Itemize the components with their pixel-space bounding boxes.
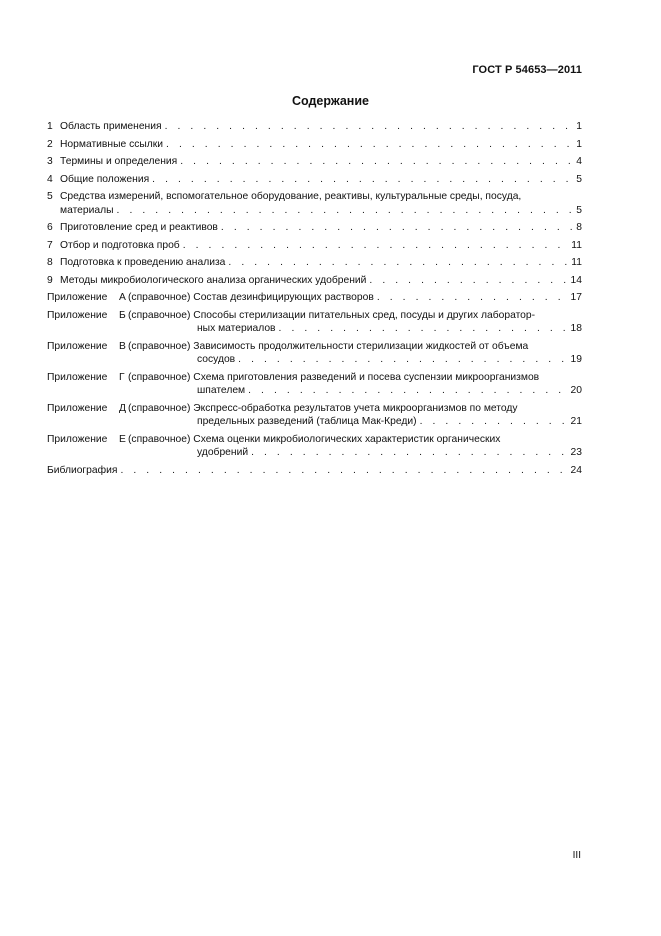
toc-entry-title: Термины и определения [60,156,178,167]
toc-entry-title: Нормативные ссылки [60,138,164,150]
toc-entry-number: 8 [47,257,53,268]
appendix-word: Приложение [47,433,108,445]
toc-entry-title: Область применения [60,121,162,132]
appendix-word: Приложение [47,309,108,321]
toc-entry-page: 5 [576,173,582,185]
toc-entry-page: 8 [576,222,582,233]
toc-entry-title: Приготовление сред и реактивов [60,222,218,233]
toc-entry-title: Отбор и подготовка проб [60,239,180,251]
appendix-letter: Д [119,402,126,414]
toc-appendix-entry[interactable] [47,291,582,305]
toc-entry-number: 1 [47,121,53,132]
appendix-title: (справочное) Схема приготовления разведений и посева суспензии микроорганизмов [128,371,540,383]
dot-leader [163,138,572,152]
appendix-title: (справочное) Способы стерилизации питательных сред, посуды и других лаборатор- [128,309,536,321]
toc-entry-page: 11 [571,257,582,268]
toc-entry[interactable] [47,120,582,134]
appendix-page: 21 [570,416,582,427]
toc-entry-number: 9 [47,274,53,286]
page-folio: III [572,850,581,861]
document-code: ГОСТ Р 54653—2011 [472,64,582,76]
toc-appendix-entry[interactable] [47,371,582,398]
appendix-word: Приложение [47,340,108,352]
appendix-letter: Б [119,309,126,321]
toc-entry-number: 6 [47,222,53,233]
appendix-title-continued: удобрений [197,447,249,458]
bibliography-label: Библиография [47,464,118,476]
toc-entry-page: 14 [570,274,582,286]
table-of-contents [47,120,582,481]
toc-entry-page: 1 [576,121,582,132]
appendix-page: 18 [570,323,582,334]
toc-entry-title-continued: материалы [60,204,114,216]
bibliography-page: 24 [570,464,582,476]
appendix-title: (справочное) Зависимость продолжительности стерилизации жидкостей от объема [128,340,529,352]
dot-leader [235,353,566,367]
toc-entry-number: 3 [47,156,53,167]
dot-leader [225,256,567,270]
toc-entry-page: 1 [576,138,582,150]
dot-leader [149,173,572,187]
appendix-title: (справочное) Состав дезинфицирующих растворов [128,292,374,303]
dot-leader [374,291,567,305]
toc-entry-title: Средства измерений, вспомогательное оборудование, реактивы, культуральные среды, посуда, [60,191,522,202]
appendix-page: 17 [570,292,582,303]
toc-title: Содержание [291,94,369,108]
appendix-word: Приложение [47,371,108,383]
toc-appendix-entry[interactable] [47,340,582,367]
toc-entry[interactable] [47,155,582,169]
toc-entry[interactable] [47,256,582,270]
toc-entry[interactable] [47,221,582,235]
dot-leader [248,446,566,460]
dot-leader [180,239,568,253]
dot-leader [114,204,573,218]
toc-entry[interactable] [47,274,582,288]
dot-leader [162,120,573,134]
dot-leader [117,464,566,478]
toc-entry-number: 4 [47,173,53,185]
toc-entry[interactable] [47,138,582,152]
toc-entry-page: 4 [576,156,582,167]
appendix-title: (справочное) Экспресс-обработка результатов учета микроорганизмов по методу [128,402,518,414]
toc-entry-number: 5 [47,191,53,202]
appendix-letter: Е [119,433,126,445]
appendix-word: Приложение [47,402,108,414]
appendix-letter: А [119,292,126,303]
toc-entry[interactable] [47,190,582,217]
appendix-title-continued: сосудов [197,354,236,365]
appendix-page: 20 [570,385,582,396]
dot-leader [218,221,572,235]
toc-entry-title: Общие положения [60,173,150,185]
toc-entry[interactable] [47,173,582,187]
toc-entry[interactable] [47,239,582,253]
dot-leader [417,415,567,429]
appendix-title-continued: ных материалов [197,323,276,334]
toc-entry-page: 11 [571,239,582,251]
toc-entry-title: Методы микробиологического анализа органических удобрений [60,274,367,286]
toc-entry-number: 7 [47,239,53,251]
appendix-title-continued: предельных разведений (таблица Мак-Креди) [197,416,417,427]
appendix-title: (справочное) Схема оценки микробиологических характеристик органических [128,433,501,445]
appendix-page: 19 [570,354,582,365]
dot-leader [276,322,567,336]
appendix-letter: Г [119,371,125,383]
dot-leader [177,155,572,169]
toc-appendix-entry[interactable] [47,309,582,336]
toc-appendix-entry[interactable] [47,433,582,460]
toc-entry-title: Подготовка к проведению анализа [60,257,226,268]
appendix-word: Приложение [47,292,108,303]
toc-entry-page: 5 [576,204,582,216]
dot-leader [245,384,566,398]
toc-appendix-entry[interactable] [47,402,582,429]
appendix-letter: В [119,340,126,352]
toc-bibliography-entry[interactable] [47,464,582,478]
appendix-page: 23 [570,447,582,458]
dot-leader [366,274,566,288]
appendix-title-continued: шпателем [197,385,246,396]
toc-entry-number: 2 [47,138,53,150]
